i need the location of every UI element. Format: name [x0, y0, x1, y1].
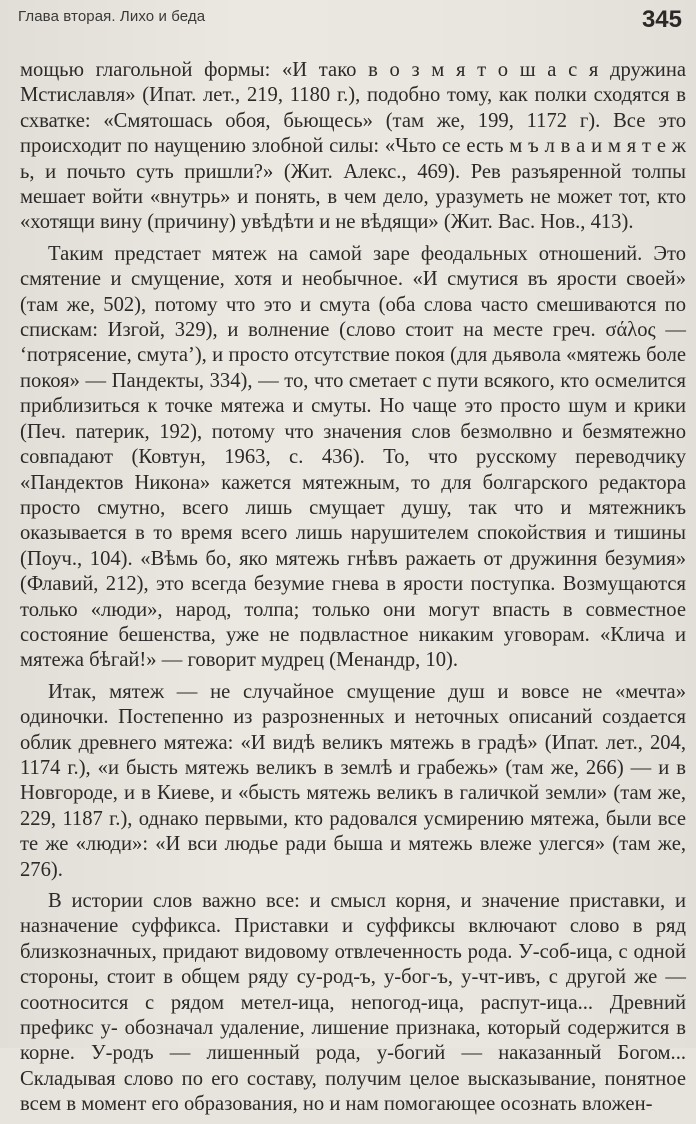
paragraph-4: В истории слов важно все: и смысл корня, и значение приставки, и назначение суффикса. Приставки и суффиксы включают слово в ряд близкозначных, придают видовому отвлеченность рода. У-соб-ица, с одной стороны, стоит в общем ряду су-род-ъ, у-бог-ъ, у-чт-ивъ, с другой же — соотносится с рядом метел-ица, непогод-ица, распут-ица... Древний префикс у- обозначал удаление, лишение признака, который содержится в корне. У-родъ — лишенный рода, у-богий — наказанный Богом... Складывая слово по его составу, получим целое высказывание, понятное всем в момент его образования, но и нам помогающее осознать вложен- [20, 890, 686, 1116]
running-head: Глава вторая. Лихо и беда [18, 8, 206, 25]
paragraph-2: Таким предстает мятеж на самой заре феодальных отношений. Это смятение и смущение, хотя и необычное. «И смутися въ ярости своей» (там же, 502), потому что это и смута (оба слова часто смешиваются по спискам: Изгой, 329), и волнение (слово стоит на месте греч. σάλος — ‘потрясение, смута’), и просто отсутствие покоя (для дьявола «мятежь боле покоя» — Пандекты, 334), — то, что сметает с пути всякого, кто осмелится приблизиться к точке мятежа и смуты. Но чаще это просто шум и крики (Печ. патерик, 192), потому что значения слов безмолвно и безмятежно совпадают (Ковтун, 1963, с. 436). То, что русскому переводчику «Пандектов Никона» кажется мятежным, то для болгарского редактора просто смутно, всего лишь смущает душу, так что и мятежникъ оказывается в то время всего лишь нарушителем спокойствия и тишины (Поуч., 104). «Вѣмь бо, яко мятежь гнѣвъ ражаеть от дружиння безумия» (Флавий, 212), это всегда безумие гнева в ярости поступка. Возмущаются только «люди», народ, толпа; только они могут впасть в совместное состояние бешенства, уже не подвластное никаким уговорам. «Клича и мятежа бѣгай!» — говорит мудрец (Менандр, 10). [20, 242, 686, 672]
paragraph-3: Итак, мятеж — не случайное смущение душ и вовсе не «мечта» одиночки. Постепенно из разрозненных и неточных описаний создается облик древнего мятежа: «И видѣ великъ мятежь в градѣ» (Ипат. лет., 204, 1174 г.), «и бысть мятежь великъ в землѣ и грабежь» (там же, 266) — и в Новгороде, и в Киеве, и «бысть мятежь великъ в галичкой земли» (там же, 229, 1187 г.), однако первыми, кто радовался усмирению мятежа, были все те же «люди»: «И вси людье ради быша и мятежь влеже улегся» (там же, 276). [20, 680, 686, 881]
paragraph-1: мощью глагольной формы: «И тако в о з м я т о ш а с я дружина Мстиславля» (Ипат. лет., 219, 1180 г.), подобно тому, как полки сходятся в схватке: «Смятошась обоя, бьющесь» (там же, 199, 1172 г). Все это происходит по наущению злобной силы: «Чьто се есть м ъ л в а и м я т е ж ь, и почьто суть пришли?» (Жит. Алекс., 469). Рев разъяренной толпы мешает войти «внутрь» и понять, в чем дело, уразуметь не может тот, кто «хотящи вину (причину) увѣдѣти и не вѣдящи» (Жит. Вас. Нов., 413). [20, 59, 686, 234]
body-text [20, 58, 686, 1124]
page-number: 345 [641, 6, 682, 33]
